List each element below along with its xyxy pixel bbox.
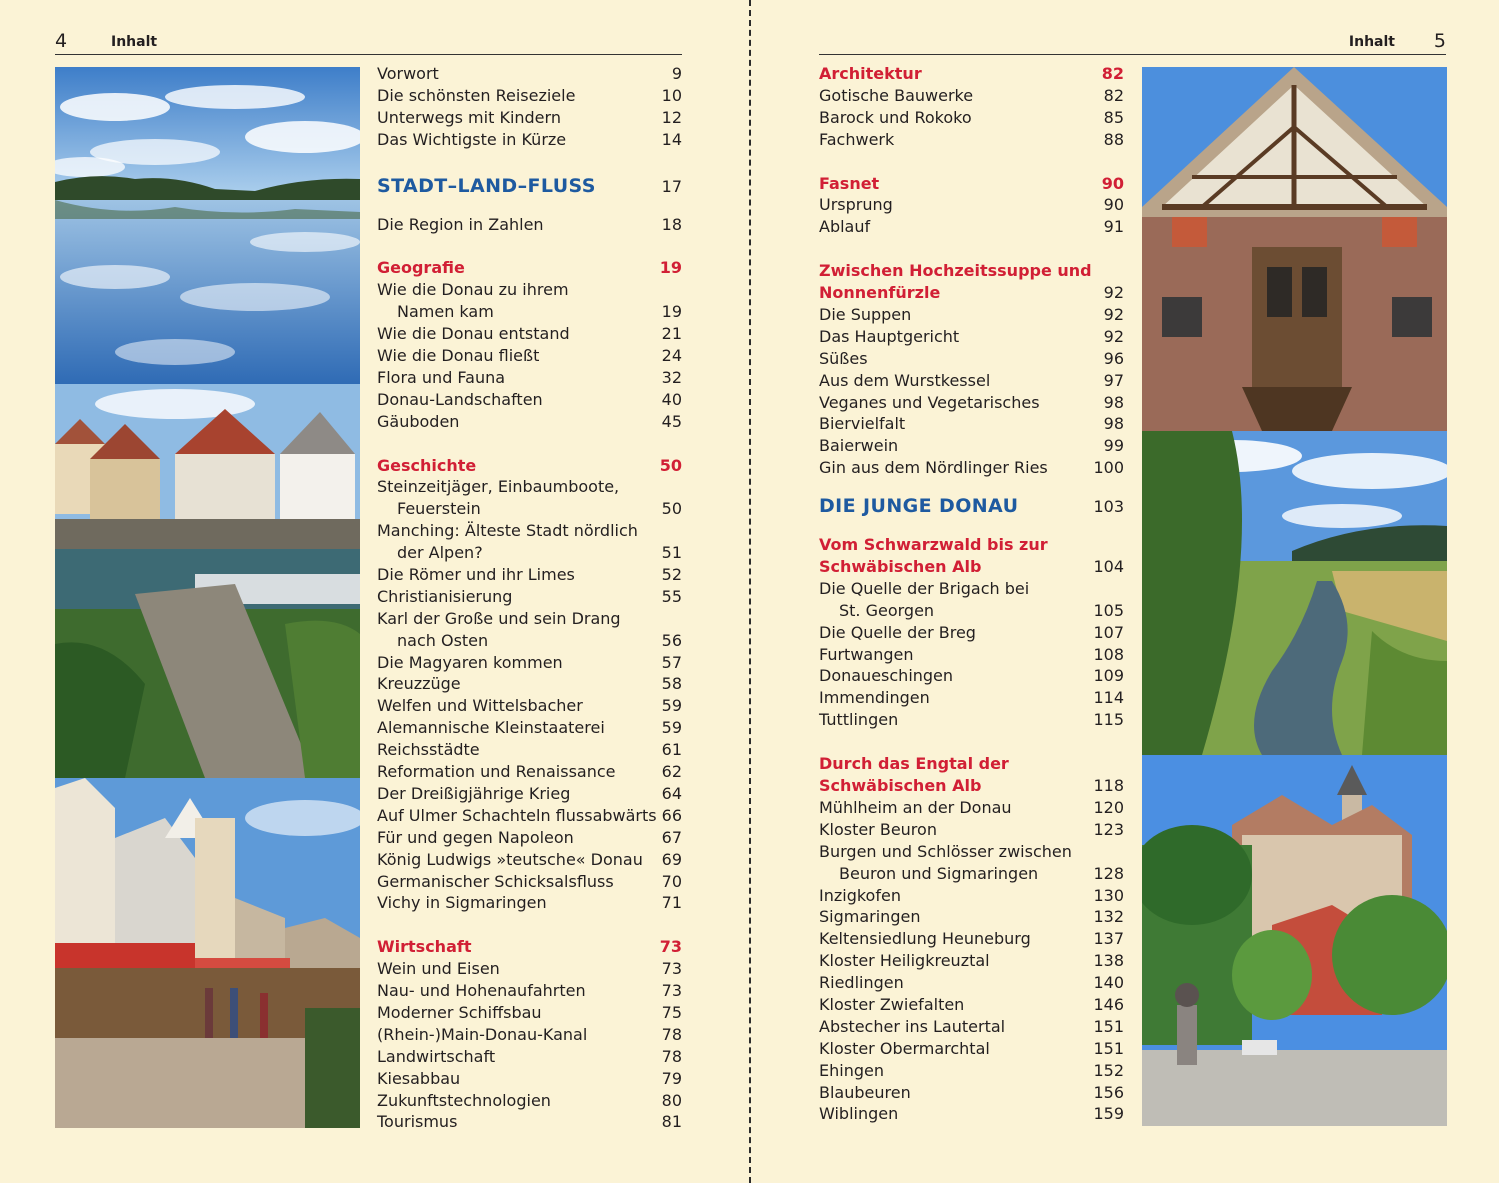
toc-entry[interactable]: Zukunftstechnologien 80 xyxy=(377,1090,682,1110)
toc-entry[interactable]: Nau- und Hohenaufahrten 73 xyxy=(377,981,682,1001)
toc-entry[interactable]: Die schönsten Reiseziele 10 xyxy=(377,85,682,105)
toc-entry[interactable]: Christianisierung 55 xyxy=(377,586,682,606)
toc-entry[interactable]: Ehingen 152 xyxy=(819,1060,1124,1080)
toc-entry[interactable]: Namen kam 19 xyxy=(397,302,682,322)
toc-entry[interactable]: Barock und Rokoko 85 xyxy=(819,107,1124,127)
toc-entry[interactable]: der Alpen? 51 xyxy=(397,543,682,563)
toc-entry[interactable]: Gotische Bauwerke 82 xyxy=(819,85,1124,105)
toc-entry[interactable]: Flora und Fauna 32 xyxy=(377,367,682,387)
toc-section-heading[interactable]: Schwäbischen Alb 104 xyxy=(819,557,1124,577)
toc-entry[interactable]: Wiblingen 159 xyxy=(819,1104,1124,1124)
toc-entry[interactable]: Wie die Donau zu ihrem xyxy=(377,280,569,300)
toc-entry[interactable]: Gin aus dem Nördlinger Ries 100 xyxy=(819,458,1124,478)
toc-entry[interactable]: Mühlheim an der Donau 120 xyxy=(819,797,1124,817)
toc-entry[interactable]: Tuttlingen 115 xyxy=(819,710,1124,730)
toc-entry[interactable]: Kloster Heiligkreuztal 138 xyxy=(819,951,1124,971)
toc-entry[interactable]: Die Magyaren kommen 57 xyxy=(377,652,682,672)
toc-section-heading[interactable]: Nonnenfürzle 92 xyxy=(819,283,1124,303)
toc-entry[interactable]: Kloster Beuron 123 xyxy=(819,819,1124,839)
toc-entry[interactable]: Das Hauptgericht 92 xyxy=(819,326,1124,346)
toc-left xyxy=(377,63,682,1133)
toc-entry[interactable]: Tourismus 81 xyxy=(377,1112,682,1132)
toc-entry[interactable]: Moderner Schiffsbau 75 xyxy=(377,1002,682,1022)
toc-entry[interactable]: Reichsstädte 61 xyxy=(377,740,682,760)
toc-entry[interactable]: Wie die Donau entstand 21 xyxy=(377,324,682,344)
toc-section-heading[interactable]: Vom Schwarzwald bis zur xyxy=(819,535,1048,555)
toc-entry[interactable]: Baierwein 99 xyxy=(819,436,1124,456)
toc-entry[interactable]: Sigmaringen 132 xyxy=(819,907,1124,927)
toc-entry[interactable]: Wein und Eisen 73 xyxy=(377,959,682,979)
toc-entry[interactable]: Karl der Große und sein Drang xyxy=(377,608,621,628)
photo-market-square xyxy=(55,778,360,1128)
toc-section-heading[interactable]: Geschichte 50 xyxy=(377,455,682,475)
toc-entry[interactable]: Germanischer Schicksalsfluss 70 xyxy=(377,871,682,891)
toc-entry[interactable]: Alemannische Kleinstaaterei 59 xyxy=(377,718,682,738)
toc-entry[interactable]: Riedlingen 140 xyxy=(819,973,1124,993)
page-number: 4 xyxy=(55,30,68,52)
toc-part-heading[interactable]: STADT–LAND–FLUSS 17 xyxy=(377,174,682,197)
toc-entry[interactable]: St. Georgen 105 xyxy=(839,600,1124,620)
toc-entry[interactable]: Feuerstein 50 xyxy=(397,499,682,519)
toc-entry[interactable]: Aus dem Wurstkessel 97 xyxy=(819,370,1124,390)
toc-entry[interactable]: Kloster Obermarchtal 151 xyxy=(819,1038,1124,1058)
toc-entry[interactable]: Keltensiedlung Heuneburg 137 xyxy=(819,929,1124,949)
toc-section-heading[interactable]: Fasnet 90 xyxy=(819,173,1124,193)
toc-entry[interactable]: Blaubeuren 156 xyxy=(819,1082,1124,1102)
toc-entry[interactable]: nach Osten 56 xyxy=(397,630,682,650)
toc-entry[interactable]: Vorwort 9 xyxy=(377,64,682,83)
toc-entry[interactable]: Süßes 96 xyxy=(819,348,1124,368)
toc-entry[interactable]: Donaueschingen 109 xyxy=(819,666,1124,686)
toc-entry[interactable]: Kloster Zwiefalten 146 xyxy=(819,994,1124,1014)
toc-entry[interactable]: Beuron und Sigmaringen 128 xyxy=(839,863,1124,883)
left-page xyxy=(0,0,749,1183)
toc-entry[interactable]: Veganes und Vegetarisches 98 xyxy=(819,392,1124,412)
toc-entry[interactable]: Der Dreißigjährige Krieg 64 xyxy=(377,783,682,803)
toc-entry[interactable]: Landwirtschaft 78 xyxy=(377,1046,682,1066)
toc-entry[interactable]: Ursprung 90 xyxy=(819,195,1124,215)
right-header xyxy=(819,30,1446,55)
photo-old-town-weir xyxy=(55,384,360,778)
toc-entry[interactable]: Die Quelle der Breg 107 xyxy=(819,622,1124,642)
photo-meadow-stream xyxy=(1142,431,1447,755)
toc-section-heading[interactable]: Architektur 82 xyxy=(819,64,1124,83)
toc-section-heading[interactable]: Geografie 19 xyxy=(377,258,682,278)
running-head: Inhalt xyxy=(1348,34,1395,50)
right-page xyxy=(751,0,1499,1183)
page-number: 5 xyxy=(1433,30,1446,52)
toc-entry[interactable]: Kiesabbau 79 xyxy=(377,1068,682,1088)
toc-entry[interactable]: Vichy in Sigmaringen 71 xyxy=(377,893,682,913)
left-header xyxy=(55,30,682,55)
toc-entry[interactable]: Die Quelle der Brigach bei xyxy=(819,578,1030,598)
toc-section-heading[interactable]: Wirtschaft 73 xyxy=(377,937,682,957)
toc-entry[interactable]: (Rhein-)Main-Donau-Kanal 78 xyxy=(377,1024,682,1044)
toc-entry[interactable]: Die Region in Zahlen 18 xyxy=(377,214,682,234)
toc-entry[interactable]: Gäuboden 45 xyxy=(377,411,682,431)
toc-entry[interactable]: Die Suppen 92 xyxy=(819,305,1124,325)
toc-entry[interactable]: Biervielfalt 98 xyxy=(819,414,1124,434)
toc-entry[interactable]: König Ludwigs »teutsche« Donau 69 xyxy=(377,849,682,869)
photo-castle-square xyxy=(1142,755,1447,1126)
toc-section-heading[interactable]: Zwischen Hochzeitssuppe und xyxy=(819,261,1092,281)
toc-entry[interactable]: Das Wichtigste in Kürze 14 xyxy=(377,129,682,149)
toc-entry[interactable]: Abstecher ins Lautertal 151 xyxy=(819,1016,1124,1036)
toc-section-heading[interactable]: Durch das Engtal der xyxy=(819,754,1009,774)
photo-river-reflection xyxy=(55,67,360,384)
running-head: Inhalt xyxy=(111,34,158,50)
toc-entry[interactable]: Steinzeitjäger, Einbaumboote, xyxy=(377,477,620,497)
toc-entry[interactable]: Burgen und Schlösser zwischen xyxy=(819,841,1072,861)
toc-entry[interactable]: Auf Ulmer Schachteln flussabwärts 66 xyxy=(377,805,682,825)
toc-entry[interactable]: Furtwangen 108 xyxy=(819,644,1124,664)
toc-entry[interactable]: Für und gegen Napoleon 67 xyxy=(377,827,682,847)
toc-entry[interactable]: Die Römer und ihr Limes 52 xyxy=(377,565,682,585)
toc-entry[interactable]: Unterwegs mit Kindern 12 xyxy=(377,107,682,127)
toc-entry[interactable]: Wie die Donau fließt 24 xyxy=(377,346,682,366)
toc-entry[interactable]: Inzigkofen 130 xyxy=(819,885,1124,905)
toc-entry[interactable]: Ablauf 91 xyxy=(819,217,1124,237)
toc-entry[interactable]: Fachwerk 88 xyxy=(819,129,1124,149)
toc-entry[interactable]: Manching: Älteste Stadt nördlich xyxy=(377,521,638,541)
toc-right xyxy=(819,63,1124,1125)
toc-section-heading[interactable]: Schwäbischen Alb 118 xyxy=(819,776,1124,796)
toc-entry[interactable]: Welfen und Wittelsbacher 59 xyxy=(377,696,682,716)
toc-entry[interactable]: Immendingen 114 xyxy=(819,688,1124,708)
toc-entry[interactable]: Reformation und Renaissance 62 xyxy=(377,762,682,782)
toc-part-heading[interactable]: DIE JUNGE DONAU 103 xyxy=(819,495,1124,518)
photo-half-timbered-house xyxy=(1142,67,1447,431)
toc-entry[interactable]: Donau-Landschaften 40 xyxy=(377,389,682,409)
toc-entry[interactable]: Kreuzzüge 58 xyxy=(377,674,682,694)
